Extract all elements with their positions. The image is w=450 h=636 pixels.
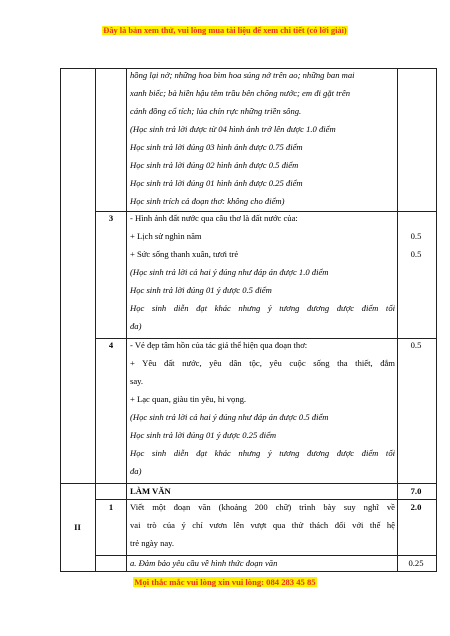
table-divider-num [95,68,96,572]
grading-note: (Học sinh trả lời cả hai ý đúng như đáp án được 1.0 điểm [130,267,329,277]
score-value: 0.5 [410,249,422,259]
answer-line: hồng lại nở; những hoa bìm hoa súng nở trên ao; những ban mai [130,70,355,80]
preview-notice: Đây là bản xem thử, vui lòng mua tài liệu để xem chi tiết (có lời giải) [103,26,347,35]
grading-note: (Học sinh trả lời cả hai ý đúng như đáp án được 0.5 điểm [130,412,329,422]
question-text: trẻ ngày nay. [130,538,175,548]
question-text: vai trò của ý chí vươn lên vượt qua thử thách đối với thế hệ [130,520,395,530]
contact-notice: Mọi thắc mắc vui lòng xin vui lòng: 084 283 45 85 [134,577,316,587]
section-score: 7.0 [410,486,422,496]
row-divider-qa [95,555,437,556]
question-number: 3 [108,213,114,223]
row-divider-3 [95,211,437,212]
row-divider-q1 [95,499,437,500]
grading-note: Học sinh trích cả đoạn thơ: không cho điểm) [130,196,285,206]
question-number: 4 [108,340,114,350]
answer-line: + Yêu đất nước, yêu dân tộc, yêu cuộc sống tha thiết, đắm [130,358,395,368]
question-number: 1 [108,502,114,512]
section-roman-numeral: II [74,522,81,532]
score-value: 2.0 [410,502,422,512]
grading-note: đa) [130,321,142,331]
grading-note: Học sinh trả lời đúng 01 hình ảnh được 0.25 điểm [130,178,303,188]
table-border-top [60,68,437,69]
answer-line: cánh đồng cổ tích; lúa chín rực những triền sông. [130,106,302,116]
answer-line: say. [130,376,144,386]
grading-note: Học sinh trả lời đúng 01 ý được 0.25 điểm [130,430,277,440]
section-divider-2 [60,483,437,484]
table-border-bottom [60,571,437,572]
table-divider-content [126,68,127,572]
answer-line: - Hình ảnh đất nước qua câu thơ là đất nước của: [130,213,298,223]
row-divider-4 [95,338,437,339]
grading-note: Học sinh diễn đạt khác nhưng ý tương đương được điểm tối [130,303,395,313]
answer-line: + Sức sống thanh xuân, tươi trẻ [130,249,239,259]
grading-note: Học sinh trả lời đúng 02 hình ảnh được 0.5 điểm [130,160,299,170]
answer-line: + Lạc quan, giàu tin yêu, hi vọng. [130,394,247,404]
grading-note: Học sinh trả lời đúng 03 hình ảnh được 0.75 điểm [130,142,303,152]
answer-line: xanh biếc; bà hiền hậu têm trầu bên chõng nước; em đi gặt trên [130,88,351,98]
score-value: 0.25 [408,558,424,568]
grading-note: đa) [130,466,142,476]
table-border-right [436,68,437,572]
section-title: LÀM VĂN [130,486,171,496]
table-divider-score [397,68,398,572]
score-value: 0.5 [410,231,422,241]
table-border-left [60,68,61,572]
answer-line: + Lịch sử nghìn năm [130,231,202,241]
criterion-a: a. Đảm bảo yêu cầu về hình thức đoạn văn [130,558,278,568]
grading-note: (Học sinh trả lời được từ 04 hình ảnh trở lên được 1.0 điểm [130,124,336,134]
grading-note: Học sinh trả lời đúng 01 ý được 0.5 điểm [130,285,272,295]
grading-note: Học sinh diễn đạt khác nhưng ý tương đương được điểm tối [130,448,395,458]
score-value: 0.5 [410,340,422,350]
answer-line: - Vẻ đẹp tâm hồn của tác giả thể hiện qua đoạn thơ: [130,340,308,350]
question-text: Viết một đoạn văn (khoảng 200 chữ) trình bày suy nghĩ về [130,502,395,512]
